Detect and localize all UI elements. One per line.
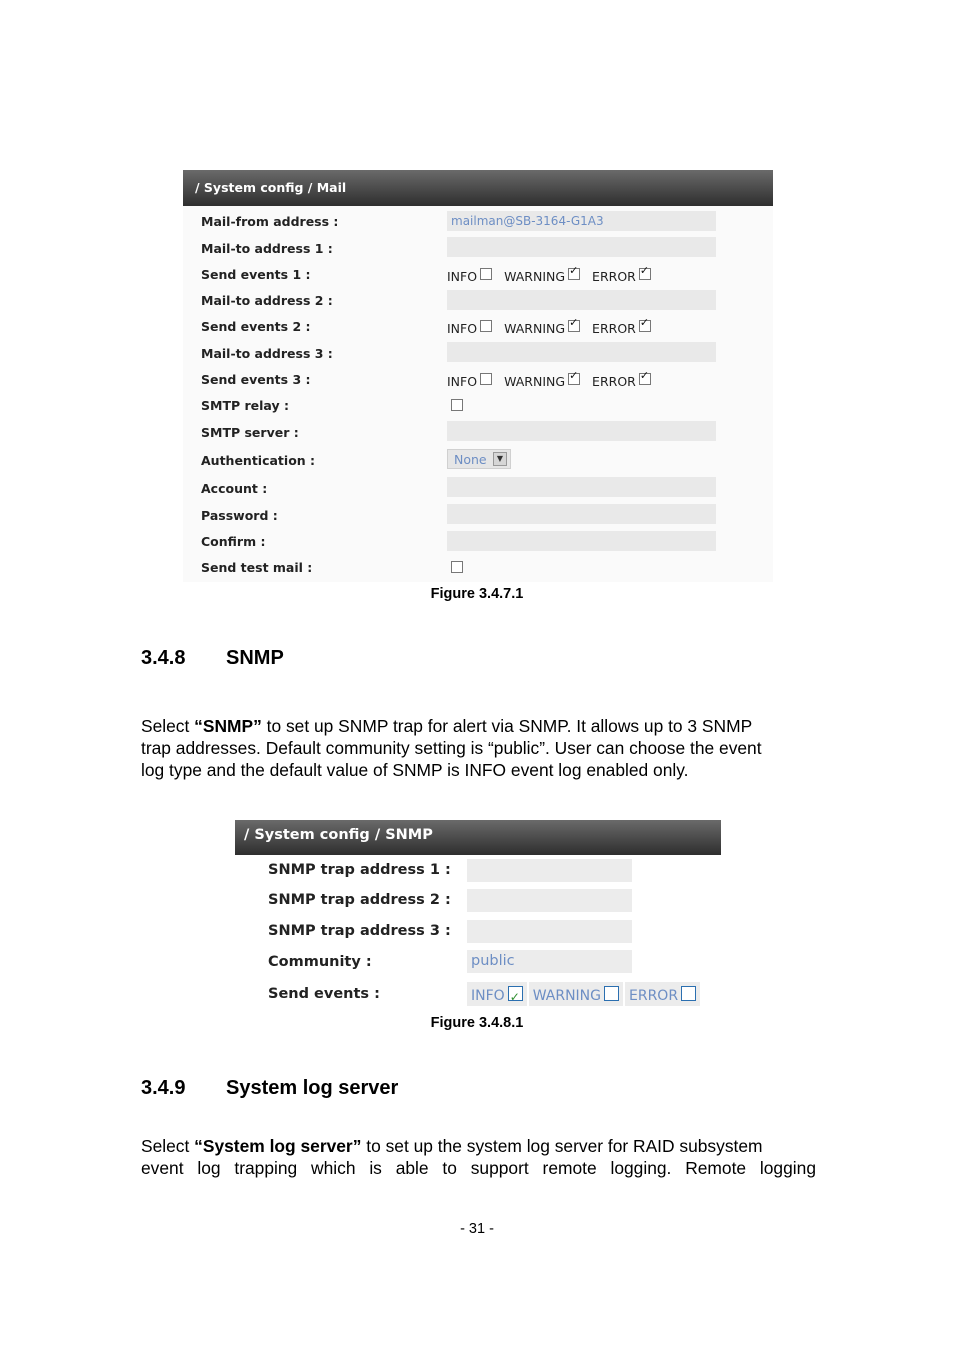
warning-label: WARNING (504, 269, 566, 284)
smtp-server-label: SMTP server : (201, 425, 299, 440)
send-events-3-error-checkbox[interactable] (639, 373, 651, 385)
smtp-server-input[interactable] (447, 421, 716, 441)
warning-label: WARNING (504, 374, 566, 389)
send-events-3-warning-checkbox[interactable] (568, 373, 580, 385)
send-events-3-label: Send events 3 : (201, 372, 311, 387)
paragraph-line: trap addresses. Default community setting is “public”. User can choose the event (141, 738, 762, 758)
password-input[interactable] (447, 504, 716, 524)
snmp-trap-2-input[interactable] (467, 889, 632, 912)
page-number: - 31 - (460, 1221, 494, 1237)
error-label: ERROR (592, 269, 636, 284)
mail-to-1-input[interactable] (447, 237, 716, 257)
snmp-error-checkbox[interactable] (681, 986, 696, 1001)
info-label: INFO (447, 374, 478, 389)
send-events-1-error-checkbox[interactable] (639, 268, 651, 280)
section-heading-snmp (141, 647, 284, 670)
mail-panel-header: / System config / Mail (183, 170, 773, 206)
section-heading-syslog (141, 1077, 398, 1100)
send-events-2-info-checkbox[interactable] (480, 320, 492, 332)
send-events-2-error-checkbox[interactable] (639, 320, 651, 332)
send-events-1-warning-checkbox[interactable] (568, 268, 580, 280)
mail-to-3-label: Mail-to address 3 : (201, 346, 333, 361)
mail-to-2-input[interactable] (447, 290, 716, 310)
community-label: Community : (268, 954, 372, 970)
snmp-send-events-group (467, 982, 702, 1006)
send-events-2-warning-checkbox[interactable] (568, 320, 580, 332)
warning-label: WARNING (504, 321, 566, 336)
paragraph-line: Select “System log server” to set up the system log server for RAID subsystem (141, 1136, 763, 1156)
info-label: INFO (447, 269, 478, 284)
snmp-panel-header: / System config / SNMP (235, 820, 721, 855)
figure-caption-2: Figure 3.4.8.1 (430, 1015, 524, 1031)
snmp-info-checkbox[interactable] (508, 986, 523, 1001)
chevron-down-icon: ▼ (493, 452, 507, 466)
smtp-relay-checkbox[interactable] (451, 399, 463, 411)
info-label: INFO (447, 321, 478, 336)
snmp-trap-1-input[interactable] (467, 859, 632, 882)
mail-from-label: Mail-from address : (201, 214, 339, 229)
account-label: Account : (201, 481, 268, 496)
send-events-3-info-checkbox[interactable] (480, 373, 492, 385)
section-number: 3.4.9 (141, 1077, 186, 1099)
send-events-2-label: Send events 2 : (201, 319, 311, 334)
paragraph-line: log type and the default value of SNMP is INFO event log enabled only. (141, 760, 689, 780)
send-test-mail-checkbox[interactable] (451, 561, 463, 573)
snmp-info-option: INFO✓ (467, 982, 527, 1006)
syslog-description (141, 1135, 816, 1179)
send-events-1-label: Send events 1 : (201, 267, 311, 282)
error-label: ERROR (592, 374, 636, 389)
mail-to-2-label: Mail-to address 2 : (201, 293, 333, 308)
snmp-trap-3-label: SNMP trap address 3 : (268, 923, 451, 939)
snmp-trap-1-label: SNMP trap address 1 : (268, 862, 451, 878)
smtp-relay-label: SMTP relay : (201, 398, 289, 413)
section-title: SNMP (226, 647, 284, 669)
snmp-warning-option: WARNING (529, 982, 623, 1006)
paragraph-line: event log trapping which is able to support remote logging. Remote logging (141, 1158, 816, 1178)
authentication-label: Authentication : (201, 453, 316, 468)
account-input[interactable] (447, 477, 716, 497)
paragraph-line: Select “SNMP” to set up SNMP trap for alert via SNMP. It allows up to 3 SNMP (141, 716, 753, 736)
snmp-config-panel (235, 820, 721, 1010)
send-events-1-group (447, 268, 659, 284)
mail-config-panel (183, 170, 773, 582)
snmp-trap-3-input[interactable] (467, 920, 632, 943)
send-events-2-group (447, 320, 659, 336)
send-test-mail-label: Send test mail : (201, 560, 313, 575)
snmp-warning-checkbox[interactable] (604, 986, 619, 1001)
send-events-1-info-checkbox[interactable] (480, 268, 492, 280)
send-events-label: Send events : (268, 986, 380, 1002)
section-number: 3.4.8 (141, 647, 186, 669)
mail-to-1-label: Mail-to address 1 : (201, 241, 333, 256)
figure-caption-1: Figure 3.4.7.1 (430, 586, 524, 602)
community-input[interactable]: public (467, 950, 632, 973)
confirm-input[interactable] (447, 531, 716, 551)
mail-from-input[interactable]: mailman@SB-3164-G1A3 (447, 211, 716, 231)
password-label: Password : (201, 508, 278, 523)
send-events-3-group (447, 373, 659, 389)
authentication-select[interactable]: None ▼ (447, 449, 511, 469)
snmp-error-option: ERROR (625, 982, 700, 1006)
error-label: ERROR (592, 321, 636, 336)
section-title: System log server (226, 1077, 399, 1099)
confirm-label: Confirm : (201, 534, 266, 549)
snmp-trap-2-label: SNMP trap address 2 : (268, 892, 451, 908)
snmp-description (141, 715, 816, 781)
mail-to-3-input[interactable] (447, 342, 716, 362)
